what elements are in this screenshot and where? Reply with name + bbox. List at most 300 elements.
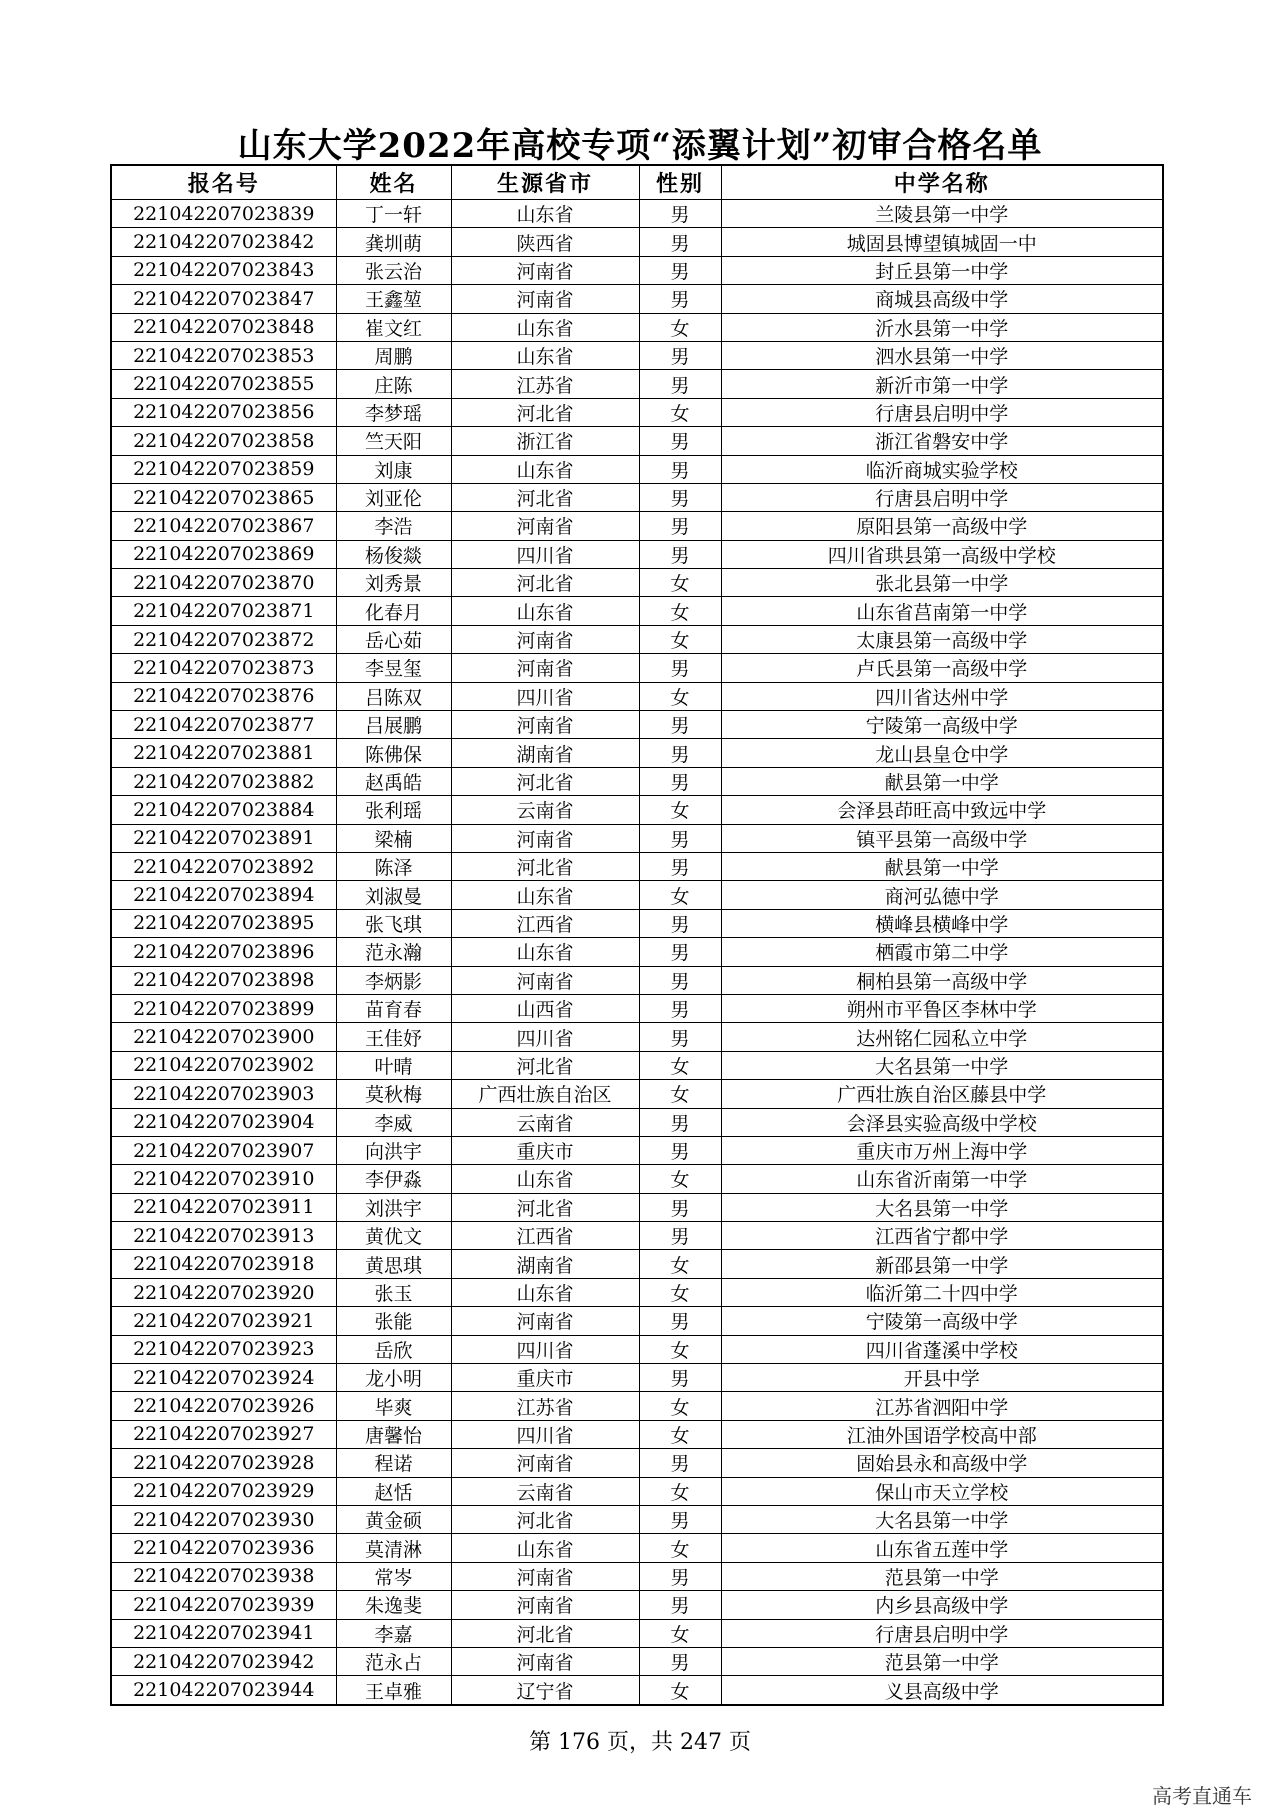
gender-cell: 男	[639, 824, 721, 852]
province-cell: 江西省	[451, 1222, 639, 1250]
school-cell: 内乡县高级中学	[721, 1591, 1163, 1619]
table-row	[111, 1477, 1163, 1505]
table-row	[111, 1420, 1163, 1448]
name-cell: 唐馨怡	[336, 1420, 451, 1448]
table-row	[111, 1562, 1163, 1590]
name-cell: 吕陈双	[336, 682, 451, 710]
province-cell: 辽宁省	[451, 1676, 639, 1705]
gender-cell: 男	[639, 1364, 721, 1392]
name-cell: 王鑫堃	[336, 285, 451, 313]
table-row	[111, 938, 1163, 966]
school-cell: 沂水县第一中学	[721, 313, 1163, 341]
school-cell: 城固县博望镇城固一中	[721, 228, 1163, 256]
gender-cell: 女	[639, 398, 721, 426]
school-cell: 横峰县横峰中学	[721, 909, 1163, 937]
gender-cell: 女	[639, 597, 721, 625]
name-cell: 向洪宇	[336, 1136, 451, 1164]
name-cell: 张利瑶	[336, 796, 451, 824]
name-cell: 张能	[336, 1307, 451, 1335]
table-row	[111, 455, 1163, 483]
school-cell: 栖霞市第二中学	[721, 938, 1163, 966]
gender-cell: 女	[639, 1250, 721, 1278]
candidate-table	[110, 164, 1164, 1706]
registration-no-cell: 221042207023848	[111, 313, 336, 341]
gender-cell: 女	[639, 1278, 721, 1306]
province-cell: 山东省	[451, 881, 639, 909]
name-cell: 范永瀚	[336, 938, 451, 966]
province-cell: 四川省	[451, 540, 639, 568]
school-cell: 江油外国语学校高中部	[721, 1420, 1163, 1448]
table-row	[111, 739, 1163, 767]
school-cell: 四川省达州中学	[721, 682, 1163, 710]
gender-cell: 男	[639, 1136, 721, 1164]
name-cell: 刘康	[336, 455, 451, 483]
name-cell: 陈佛保	[336, 739, 451, 767]
school-cell: 广西壮族自治区藤县中学	[721, 1080, 1163, 1108]
province-cell: 山东省	[451, 1278, 639, 1306]
gender-cell: 男	[639, 427, 721, 455]
school-cell: 义县高级中学	[721, 1676, 1163, 1705]
table-row	[111, 1534, 1163, 1562]
school-cell: 卢氏县第一高级中学	[721, 654, 1163, 682]
table-row	[111, 1591, 1163, 1619]
name-cell: 刘淑曼	[336, 881, 451, 909]
gender-cell: 男	[639, 200, 721, 228]
table-row	[111, 852, 1163, 880]
school-cell: 桐柏县第一高级中学	[721, 966, 1163, 994]
registration-no-cell: 221042207023913	[111, 1222, 336, 1250]
province-cell: 河北省	[451, 1051, 639, 1079]
registration-no-cell: 221042207023929	[111, 1477, 336, 1505]
gender-cell: 男	[639, 1307, 721, 1335]
province-cell: 河南省	[451, 1562, 639, 1590]
table-row	[111, 228, 1163, 256]
registration-no-cell: 221042207023873	[111, 654, 336, 682]
table-row	[111, 1647, 1163, 1675]
registration-no-cell: 221042207023839	[111, 200, 336, 228]
table-row	[111, 994, 1163, 1022]
registration-no-cell: 221042207023867	[111, 512, 336, 540]
name-cell: 杨俊燚	[336, 540, 451, 568]
registration-no-cell: 221042207023865	[111, 483, 336, 511]
table-row	[111, 398, 1163, 426]
province-cell: 河北省	[451, 767, 639, 795]
name-cell: 李伊淼	[336, 1165, 451, 1193]
registration-no-cell: 221042207023869	[111, 540, 336, 568]
registration-no-cell: 221042207023855	[111, 370, 336, 398]
table-row	[111, 1449, 1163, 1477]
name-cell: 黄优文	[336, 1222, 451, 1250]
gender-cell: 男	[639, 1449, 721, 1477]
school-cell: 商河弘德中学	[721, 881, 1163, 909]
province-cell: 河南省	[451, 1307, 639, 1335]
registration-no-cell: 221042207023923	[111, 1335, 336, 1363]
gender-cell: 男	[639, 1647, 721, 1675]
table-row	[111, 682, 1163, 710]
gender-cell: 男	[639, 512, 721, 540]
province-cell: 河南省	[451, 256, 639, 284]
table-row	[111, 1278, 1163, 1306]
school-cell: 兰陵县第一中学	[721, 200, 1163, 228]
school-cell: 固始县永和高级中学	[721, 1449, 1163, 1477]
name-cell: 莫清淋	[336, 1534, 451, 1562]
name-cell: 丁一轩	[336, 200, 451, 228]
school-cell: 泗水县第一中学	[721, 341, 1163, 369]
name-cell: 刘洪宇	[336, 1193, 451, 1221]
province-cell: 河北省	[451, 852, 639, 880]
gender-cell: 男	[639, 1505, 721, 1533]
table-row	[111, 370, 1163, 398]
school-cell: 大名县第一中学	[721, 1193, 1163, 1221]
table-body	[111, 200, 1163, 1705]
name-cell: 朱逸斐	[336, 1591, 451, 1619]
school-cell: 行唐县启明中学	[721, 1619, 1163, 1647]
name-cell: 岳欣	[336, 1335, 451, 1363]
gender-cell: 女	[639, 796, 721, 824]
province-cell: 山东省	[451, 1165, 639, 1193]
name-cell: 李嘉	[336, 1619, 451, 1647]
name-cell: 张玉	[336, 1278, 451, 1306]
province-cell: 江苏省	[451, 1392, 639, 1420]
gender-cell: 女	[639, 1477, 721, 1505]
registration-no-cell: 221042207023891	[111, 824, 336, 852]
province-cell: 河北省	[451, 398, 639, 426]
table-row	[111, 966, 1163, 994]
registration-no-cell: 221042207023895	[111, 909, 336, 937]
gender-cell: 男	[639, 1193, 721, 1221]
school-cell: 太康县第一高级中学	[721, 625, 1163, 653]
table-row	[111, 313, 1163, 341]
province-cell: 浙江省	[451, 427, 639, 455]
registration-no-cell: 221042207023924	[111, 1364, 336, 1392]
table-row	[111, 200, 1163, 228]
province-cell: 河南省	[451, 1591, 639, 1619]
column-header-name: 姓名	[336, 165, 451, 200]
school-cell: 达州铭仁园私立中学	[721, 1023, 1163, 1051]
province-cell: 河南省	[451, 1647, 639, 1675]
name-cell: 李威	[336, 1108, 451, 1136]
table-row	[111, 909, 1163, 937]
province-cell: 山东省	[451, 341, 639, 369]
gender-cell: 男	[639, 938, 721, 966]
school-cell: 大名县第一中学	[721, 1505, 1163, 1533]
registration-no-cell: 221042207023942	[111, 1647, 336, 1675]
province-cell: 山东省	[451, 455, 639, 483]
province-cell: 云南省	[451, 1108, 639, 1136]
name-cell: 岳心茹	[336, 625, 451, 653]
registration-no-cell: 221042207023911	[111, 1193, 336, 1221]
name-cell: 黄思琪	[336, 1250, 451, 1278]
registration-no-cell: 221042207023899	[111, 994, 336, 1022]
registration-no-cell: 221042207023927	[111, 1420, 336, 1448]
table-row	[111, 1108, 1163, 1136]
name-cell: 李昱玺	[336, 654, 451, 682]
registration-no-cell: 221042207023842	[111, 228, 336, 256]
registration-no-cell: 221042207023882	[111, 767, 336, 795]
table-row	[111, 1165, 1163, 1193]
province-cell: 河北省	[451, 483, 639, 511]
province-cell: 四川省	[451, 682, 639, 710]
gender-cell: 男	[639, 1562, 721, 1590]
table-row	[111, 256, 1163, 284]
gender-cell: 女	[639, 1534, 721, 1562]
name-cell: 赵禹皓	[336, 767, 451, 795]
gender-cell: 女	[639, 1619, 721, 1647]
province-cell: 山东省	[451, 200, 639, 228]
name-cell: 毕爽	[336, 1392, 451, 1420]
table-row	[111, 569, 1163, 597]
registration-no-cell: 221042207023871	[111, 597, 336, 625]
table-header-row	[111, 165, 1163, 200]
gender-cell: 男	[639, 711, 721, 739]
column-header-gender: 性别	[639, 165, 721, 200]
gender-cell: 男	[639, 370, 721, 398]
name-cell: 叶晴	[336, 1051, 451, 1079]
registration-no-cell: 221042207023902	[111, 1051, 336, 1079]
table-row	[111, 1051, 1163, 1079]
registration-no-cell: 221042207023853	[111, 341, 336, 369]
name-cell: 庄陈	[336, 370, 451, 398]
registration-no-cell: 221042207023856	[111, 398, 336, 426]
province-cell: 重庆市	[451, 1136, 639, 1164]
school-cell: 宁陵第一高级中学	[721, 1307, 1163, 1335]
gender-cell: 男	[639, 341, 721, 369]
name-cell: 张云治	[336, 256, 451, 284]
school-cell: 保山市天立学校	[721, 1477, 1163, 1505]
school-cell: 四川省珙县第一高级中学校	[721, 540, 1163, 568]
school-cell: 献县第一中学	[721, 767, 1163, 795]
registration-no-cell: 221042207023938	[111, 1562, 336, 1590]
table-row	[111, 1136, 1163, 1164]
registration-no-cell: 221042207023904	[111, 1108, 336, 1136]
province-cell: 山东省	[451, 313, 639, 341]
gender-cell: 男	[639, 540, 721, 568]
school-cell: 原阳县第一高级中学	[721, 512, 1163, 540]
school-cell: 龙山县皇仓中学	[721, 739, 1163, 767]
table-row	[111, 512, 1163, 540]
name-cell: 吕展鹏	[336, 711, 451, 739]
province-cell: 江苏省	[451, 370, 639, 398]
name-cell: 莫秋梅	[336, 1080, 451, 1108]
gender-cell: 男	[639, 1222, 721, 1250]
province-cell: 湖南省	[451, 739, 639, 767]
province-cell: 广西壮族自治区	[451, 1080, 639, 1108]
registration-no-cell: 221042207023941	[111, 1619, 336, 1647]
school-cell: 宁陵第一高级中学	[721, 711, 1163, 739]
name-cell: 竺天阳	[336, 427, 451, 455]
table-row	[111, 1619, 1163, 1647]
province-cell: 河北省	[451, 569, 639, 597]
watermark: 高考直通车	[1152, 1784, 1252, 1808]
school-cell: 临沂商城实验学校	[721, 455, 1163, 483]
school-cell: 会泽县实验高级中学校	[721, 1108, 1163, 1136]
name-cell: 陈泽	[336, 852, 451, 880]
gender-cell: 女	[639, 1676, 721, 1705]
gender-cell: 男	[639, 909, 721, 937]
registration-no-cell: 221042207023903	[111, 1080, 336, 1108]
gender-cell: 男	[639, 1023, 721, 1051]
gender-cell: 男	[639, 966, 721, 994]
registration-no-cell: 221042207023921	[111, 1307, 336, 1335]
province-cell: 河南省	[451, 824, 639, 852]
province-cell: 陕西省	[451, 228, 639, 256]
table-row	[111, 1080, 1163, 1108]
school-cell: 行唐县启明中学	[721, 483, 1163, 511]
gender-cell: 女	[639, 569, 721, 597]
name-cell: 黄金硕	[336, 1505, 451, 1533]
gender-cell: 男	[639, 654, 721, 682]
province-cell: 山西省	[451, 994, 639, 1022]
table-row	[111, 1505, 1163, 1533]
registration-no-cell: 221042207023892	[111, 852, 336, 880]
name-cell: 程诺	[336, 1449, 451, 1477]
province-cell: 江西省	[451, 909, 639, 937]
name-cell: 龚圳萌	[336, 228, 451, 256]
registration-no-cell: 221042207023894	[111, 881, 336, 909]
name-cell: 周鹏	[336, 341, 451, 369]
gender-cell: 男	[639, 767, 721, 795]
school-cell: 重庆市万州上海中学	[721, 1136, 1163, 1164]
school-cell: 山东省莒南第一中学	[721, 597, 1163, 625]
province-cell: 河南省	[451, 654, 639, 682]
table-row	[111, 1250, 1163, 1278]
school-cell: 山东省五莲中学	[721, 1534, 1163, 1562]
school-cell: 四川省蓬溪中学校	[721, 1335, 1163, 1363]
name-cell: 常岑	[336, 1562, 451, 1590]
registration-no-cell: 221042207023877	[111, 711, 336, 739]
province-cell: 四川省	[451, 1023, 639, 1051]
school-cell: 浙江省磐安中学	[721, 427, 1163, 455]
table-row	[111, 824, 1163, 852]
name-cell: 梁楠	[336, 824, 451, 852]
province-cell: 河南省	[451, 512, 639, 540]
school-cell: 新邵县第一中学	[721, 1250, 1163, 1278]
table-row	[111, 1392, 1163, 1420]
name-cell: 李梦瑶	[336, 398, 451, 426]
name-cell: 李炳影	[336, 966, 451, 994]
registration-no-cell: 221042207023898	[111, 966, 336, 994]
school-cell: 张北县第一中学	[721, 569, 1163, 597]
gender-cell: 男	[639, 1108, 721, 1136]
table-row	[111, 540, 1163, 568]
name-cell: 赵恬	[336, 1477, 451, 1505]
school-cell: 范县第一中学	[721, 1562, 1163, 1590]
name-cell: 苗育春	[336, 994, 451, 1022]
gender-cell: 男	[639, 256, 721, 284]
school-cell: 范县第一中学	[721, 1647, 1163, 1675]
gender-cell: 女	[639, 682, 721, 710]
gender-cell: 男	[639, 739, 721, 767]
registration-no-cell: 221042207023939	[111, 1591, 336, 1619]
table-row	[111, 654, 1163, 682]
province-cell: 河南省	[451, 285, 639, 313]
gender-cell: 男	[639, 1591, 721, 1619]
province-cell: 云南省	[451, 1477, 639, 1505]
table-row	[111, 1193, 1163, 1221]
gender-cell: 女	[639, 313, 721, 341]
column-header-province: 生源省市	[451, 165, 639, 200]
school-cell: 行唐县启明中学	[721, 398, 1163, 426]
table-row	[111, 1364, 1163, 1392]
registration-no-cell: 221042207023876	[111, 682, 336, 710]
province-cell: 河南省	[451, 1449, 639, 1477]
registration-no-cell: 221042207023910	[111, 1165, 336, 1193]
gender-cell: 女	[639, 1335, 721, 1363]
name-cell: 王卓雅	[336, 1676, 451, 1705]
gender-cell: 男	[639, 994, 721, 1022]
table-row	[111, 427, 1163, 455]
gender-cell: 女	[639, 1080, 721, 1108]
table-row	[111, 711, 1163, 739]
registration-no-cell: 221042207023930	[111, 1505, 336, 1533]
school-cell: 镇平县第一高级中学	[721, 824, 1163, 852]
name-cell: 化春月	[336, 597, 451, 625]
registration-no-cell: 221042207023936	[111, 1534, 336, 1562]
province-cell: 河北省	[451, 1505, 639, 1533]
registration-no-cell: 221042207023847	[111, 285, 336, 313]
table-row	[111, 597, 1163, 625]
table-row	[111, 483, 1163, 511]
province-cell: 四川省	[451, 1335, 639, 1363]
registration-no-cell: 221042207023900	[111, 1023, 336, 1051]
name-cell: 张飞琪	[336, 909, 451, 937]
school-cell: 新沂市第一中学	[721, 370, 1163, 398]
registration-no-cell: 221042207023870	[111, 569, 336, 597]
gender-cell: 女	[639, 881, 721, 909]
gender-cell: 男	[639, 285, 721, 313]
registration-no-cell: 221042207023896	[111, 938, 336, 966]
school-cell: 会泽县茚旺高中致远中学	[721, 796, 1163, 824]
column-header-school: 中学名称	[721, 165, 1163, 200]
gender-cell: 女	[639, 625, 721, 653]
school-cell: 江苏省泗阳中学	[721, 1392, 1163, 1420]
registration-no-cell: 221042207023928	[111, 1449, 336, 1477]
registration-no-cell: 221042207023881	[111, 739, 336, 767]
province-cell: 山东省	[451, 938, 639, 966]
school-cell: 大名县第一中学	[721, 1051, 1163, 1079]
table-row	[111, 341, 1163, 369]
province-cell: 山东省	[451, 597, 639, 625]
registration-no-cell: 221042207023859	[111, 455, 336, 483]
province-cell: 河南省	[451, 966, 639, 994]
school-cell: 开县中学	[721, 1364, 1163, 1392]
gender-cell: 女	[639, 1420, 721, 1448]
gender-cell: 男	[639, 228, 721, 256]
province-cell: 湖南省	[451, 1250, 639, 1278]
registration-no-cell: 221042207023926	[111, 1392, 336, 1420]
registration-no-cell: 221042207023858	[111, 427, 336, 455]
page-number-footer: 第 176 页，共 247 页	[529, 1730, 751, 1755]
table-row	[111, 625, 1163, 653]
name-cell: 李浩	[336, 512, 451, 540]
province-cell: 河北省	[451, 1619, 639, 1647]
registration-no-cell: 221042207023918	[111, 1250, 336, 1278]
province-cell: 河南省	[451, 625, 639, 653]
table-row	[111, 1023, 1163, 1051]
gender-cell: 男	[639, 852, 721, 880]
school-cell: 山东省沂南第一中学	[721, 1165, 1163, 1193]
province-cell: 云南省	[451, 796, 639, 824]
gender-cell: 女	[639, 1051, 721, 1079]
registration-no-cell: 221042207023884	[111, 796, 336, 824]
province-cell: 河南省	[451, 711, 639, 739]
gender-cell: 女	[639, 1392, 721, 1420]
province-cell: 河北省	[451, 1193, 639, 1221]
registration-no-cell: 221042207023872	[111, 625, 336, 653]
page-title: 山东大学2022年高校专项“添翼计划”初审合格名单	[237, 126, 1043, 166]
name-cell: 龙小明	[336, 1364, 451, 1392]
table-row	[111, 1307, 1163, 1335]
